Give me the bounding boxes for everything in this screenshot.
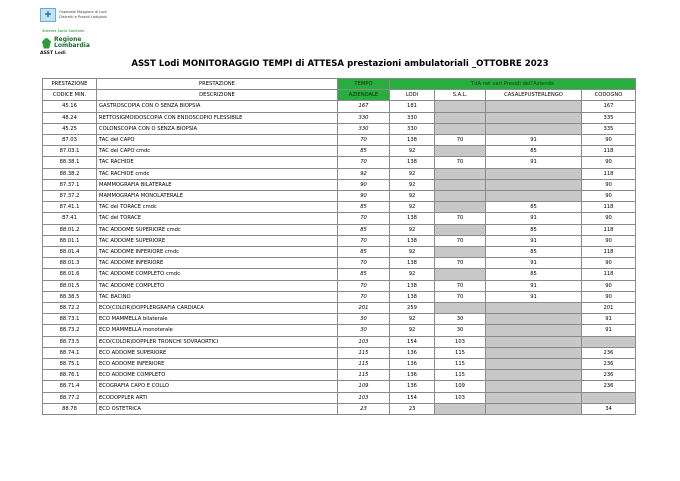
- cell-codogno: 90: [582, 135, 636, 146]
- cell-casalepusterlengo: 91: [486, 135, 582, 146]
- cell-description: ECO MAMMELLA monoterale: [97, 325, 338, 336]
- cell-lodi: 92: [390, 202, 435, 213]
- cell-tempo-aziendale: 167: [338, 101, 390, 112]
- table-row: [43, 269, 636, 280]
- table-row: [43, 347, 636, 358]
- cell-codogno: 335: [582, 123, 636, 134]
- header-casale: CASALEPUSTERLENGO: [486, 90, 582, 101]
- cell-sal: [435, 146, 486, 157]
- table-row: [43, 146, 636, 157]
- table-row: [43, 247, 636, 258]
- cell-description: ECO OSTETRICA: [97, 403, 338, 414]
- page-title: ASST Lodi MONITORAGGIO TEMPI di ATTESA prestazioni ambulatoriali _OTTOBRE 2023: [131, 59, 549, 69]
- cell-code: 88.73.1: [43, 314, 97, 325]
- table-row: [43, 314, 636, 325]
- table-row: [43, 179, 636, 190]
- cell-description: TAC del CAPO cmdc: [97, 146, 338, 157]
- cell-casalepusterlengo: 91: [486, 280, 582, 291]
- cell-code: 88.75.1: [43, 359, 97, 370]
- cell-sal: 70: [435, 235, 486, 246]
- cell-code: 88.38.5: [43, 291, 97, 302]
- cell-lodi: 138: [390, 213, 435, 224]
- cell-tempo-aziendale: 70: [338, 157, 390, 168]
- cell-lodi: 92: [390, 269, 435, 280]
- cell-codogno: 118: [582, 168, 636, 179]
- hospital-logo: [40, 8, 139, 22]
- cell-sal: [435, 123, 486, 134]
- cell-casalepusterlengo: 91: [486, 213, 582, 224]
- cell-code: 88.78: [43, 403, 97, 414]
- cell-tempo-aziendale: 115: [338, 347, 390, 358]
- cell-code: 87.37.1: [43, 179, 97, 190]
- table-row: [43, 392, 636, 403]
- cell-tempo-aziendale: 23: [338, 403, 390, 414]
- cell-description: ECO ADDOME COMPLETO: [97, 370, 338, 381]
- cell-codogno: 90: [582, 213, 636, 224]
- cell-tempo-aziendale: 30: [338, 325, 390, 336]
- cell-code: 88.01.4: [43, 247, 97, 258]
- cell-casalepusterlengo: [486, 101, 582, 112]
- cell-lodi: 92: [390, 314, 435, 325]
- cell-casalepusterlengo: [486, 325, 582, 336]
- header-row-2: [43, 90, 636, 101]
- header-codice-min: CODICE MIN.: [43, 90, 97, 101]
- cell-casalepusterlengo: [486, 359, 582, 370]
- cell-tempo-aziendale: 85: [338, 224, 390, 235]
- cell-codogno: 118: [582, 224, 636, 235]
- cell-code: 88.38.1: [43, 157, 97, 168]
- cell-code: 88.01.2: [43, 224, 97, 235]
- cell-codogno: 335: [582, 112, 636, 123]
- cell-code: 87.37.2: [43, 191, 97, 202]
- cell-description: COLONSCOPIA CON O SENZA BIOPSIA: [97, 123, 338, 134]
- cell-codogno: 236: [582, 381, 636, 392]
- cell-lodi: 138: [390, 291, 435, 302]
- cell-code: 88.73.5: [43, 336, 97, 347]
- cell-lodi: 138: [390, 135, 435, 146]
- cell-lodi: 136: [390, 381, 435, 392]
- cell-codogno: 236: [582, 370, 636, 381]
- cell-tempo-aziendale: 70: [338, 135, 390, 146]
- table-row: [43, 112, 636, 123]
- cell-casalepusterlengo: [486, 112, 582, 123]
- cell-lodi: 259: [390, 303, 435, 314]
- table-row: [43, 336, 636, 347]
- cell-casalepusterlengo: 85: [486, 146, 582, 157]
- table-row: [43, 157, 636, 168]
- cell-sal: 115: [435, 347, 486, 358]
- table-row: [43, 303, 636, 314]
- cell-sal: [435, 112, 486, 123]
- table-row: [43, 101, 636, 112]
- cell-codogno: 34: [582, 403, 636, 414]
- cell-sal: 70: [435, 258, 486, 269]
- cell-code: 87.03.1: [43, 146, 97, 157]
- cell-casalepusterlengo: [486, 392, 582, 403]
- cell-sal: 30: [435, 325, 486, 336]
- hospital-logo-icon: ✚: [40, 8, 56, 22]
- cell-tempo-aziendale: 92: [338, 168, 390, 179]
- cell-lodi: 92: [390, 247, 435, 258]
- cell-sal: [435, 179, 486, 190]
- table-row: [43, 403, 636, 414]
- cell-description: TAC del TORACE cmdc: [97, 202, 338, 213]
- cell-lodi: 154: [390, 392, 435, 403]
- cell-lodi: 92: [390, 179, 435, 190]
- cell-codogno: 90: [582, 179, 636, 190]
- cell-sal: 70: [435, 135, 486, 146]
- cell-lodi: 136: [390, 347, 435, 358]
- cell-tempo-aziendale: 85: [338, 146, 390, 157]
- cell-sal: 103: [435, 336, 486, 347]
- table-row: [43, 235, 636, 246]
- cell-description: ECO(COLOR)DOPPLERGRAFIA CARDIACA: [97, 303, 338, 314]
- cell-code: 87.41.1: [43, 202, 97, 213]
- cell-sal: 70: [435, 280, 486, 291]
- header-prestazione-code: PRESTAZIONE: [43, 79, 97, 90]
- system-label: Sistema Socio Sanitario: [42, 29, 85, 33]
- header-codogno: CODOGNO: [582, 90, 636, 101]
- cell-sal: 115: [435, 370, 486, 381]
- header-lodi: LODI: [390, 90, 435, 101]
- cell-tempo-aziendale: 103: [338, 392, 390, 403]
- cell-lodi: 154: [390, 336, 435, 347]
- cell-tempo-aziendale: 70: [338, 235, 390, 246]
- cell-description: GASTROSCOPIA CON O SENZA BIOPSIA: [97, 101, 338, 112]
- cell-sal: 70: [435, 291, 486, 302]
- cell-sal: 109: [435, 381, 486, 392]
- cell-casalepusterlengo: 85: [486, 247, 582, 258]
- cell-casalepusterlengo: 85: [486, 224, 582, 235]
- table-row: [43, 280, 636, 291]
- cell-codogno: 118: [582, 247, 636, 258]
- cell-codogno: 90: [582, 157, 636, 168]
- cell-code: 88.38.2: [43, 168, 97, 179]
- cell-lodi: 136: [390, 370, 435, 381]
- table-row: [43, 168, 636, 179]
- table-row: [43, 202, 636, 213]
- cell-sal: [435, 247, 486, 258]
- cell-code: 87.41: [43, 213, 97, 224]
- cell-codogno: 90: [582, 280, 636, 291]
- cell-sal: [435, 303, 486, 314]
- cell-casalepusterlengo: [486, 381, 582, 392]
- cell-lodi: 92: [390, 191, 435, 202]
- cell-sal: 115: [435, 359, 486, 370]
- cell-lodi: 138: [390, 157, 435, 168]
- cell-codogno: 90: [582, 291, 636, 302]
- cell-sal: 70: [435, 157, 486, 168]
- cell-codogno: 90: [582, 191, 636, 202]
- cell-tempo-aziendale: 90: [338, 191, 390, 202]
- cell-casalepusterlengo: [486, 168, 582, 179]
- cell-description: MAMMOGRAFIA MONOLATERALE: [97, 191, 338, 202]
- table-row: [43, 359, 636, 370]
- cell-description: TAC ADDOME INFERIORE cmdc: [97, 247, 338, 258]
- cell-casalepusterlengo: [486, 336, 582, 347]
- cell-description: TAC ADDOME SUPERIORE: [97, 235, 338, 246]
- cell-lodi: 181: [390, 101, 435, 112]
- cell-lodi: 136: [390, 359, 435, 370]
- table-row: [43, 370, 636, 381]
- cell-tempo-aziendale: 103: [338, 336, 390, 347]
- cell-tempo-aziendale: 330: [338, 123, 390, 134]
- cell-tempo-aziendale: 70: [338, 291, 390, 302]
- cell-tempo-aziendale: 85: [338, 247, 390, 258]
- cell-codogno: 236: [582, 359, 636, 370]
- cell-lodi: 92: [390, 224, 435, 235]
- cell-lodi: 92: [390, 146, 435, 157]
- table-row: [43, 325, 636, 336]
- table-body: [43, 101, 636, 415]
- cell-code: 88.71.4: [43, 381, 97, 392]
- table-row: [43, 381, 636, 392]
- cell-code: 88.77.2: [43, 392, 97, 403]
- table-row: [43, 213, 636, 224]
- cell-lodi: 138: [390, 258, 435, 269]
- cell-description: ECO ADDOME SUPERIORE: [97, 347, 338, 358]
- cell-casalepusterlengo: 85: [486, 202, 582, 213]
- cell-code: 45.25: [43, 123, 97, 134]
- table-row: [43, 135, 636, 146]
- asst-label: ASST Lodi: [40, 51, 66, 56]
- cell-tempo-aziendale: 330: [338, 112, 390, 123]
- cell-casalepusterlengo: [486, 179, 582, 190]
- cell-sal: [435, 202, 486, 213]
- cell-sal: [435, 269, 486, 280]
- cell-casalepusterlengo: [486, 123, 582, 134]
- cell-sal: [435, 224, 486, 235]
- cell-code: 48.24: [43, 112, 97, 123]
- cell-sal: [435, 168, 486, 179]
- cell-sal: 70: [435, 213, 486, 224]
- cell-sal: 103: [435, 392, 486, 403]
- cell-tempo-aziendale: 30: [338, 314, 390, 325]
- cell-codogno: 118: [582, 202, 636, 213]
- cell-tempo-aziendale: 201: [338, 303, 390, 314]
- cell-casalepusterlengo: [486, 191, 582, 202]
- cell-sal: [435, 403, 486, 414]
- cell-lodi: 330: [390, 123, 435, 134]
- cell-codogno: 90: [582, 258, 636, 269]
- hospital-logo-text: [59, 10, 139, 19]
- cell-codogno: 91: [582, 314, 636, 325]
- cell-code: 88.74.1: [43, 347, 97, 358]
- cell-code: 45.16: [43, 101, 97, 112]
- cell-casalepusterlengo: 91: [486, 157, 582, 168]
- cell-description: RETTOSIGMOIDOSCOPIA CON ENDOSCOPIO FLESSIBILE: [97, 112, 338, 123]
- cell-codogno: 91: [582, 325, 636, 336]
- cell-lodi: 92: [390, 325, 435, 336]
- table-row: [43, 123, 636, 134]
- region-logo-icon: [42, 38, 51, 49]
- cell-codogno: 167: [582, 101, 636, 112]
- cell-tempo-aziendale: 70: [338, 280, 390, 291]
- cell-description: TAC del TORACE: [97, 213, 338, 224]
- cell-tempo-aziendale: 115: [338, 359, 390, 370]
- cell-code: 88.01.3: [43, 258, 97, 269]
- region-line-1: Regione: [54, 36, 82, 43]
- cell-casalepusterlengo: 91: [486, 258, 582, 269]
- cell-casalepusterlengo: 91: [486, 235, 582, 246]
- cell-description: ECO ADDOME INFERIORE: [97, 359, 338, 370]
- cell-codogno: 236: [582, 347, 636, 358]
- cell-description: TAC del CAPO: [97, 135, 338, 146]
- cell-tempo-aziendale: 70: [338, 258, 390, 269]
- hospital-line-2: Distretti e Presidi Lodigiani: [59, 15, 108, 19]
- header-row-1: [43, 79, 636, 90]
- cell-code: 88.76.1: [43, 370, 97, 381]
- cell-tempo-aziendale: 90: [338, 179, 390, 190]
- hospital-line-1: Ospedale Maggiore di Lodi: [59, 10, 107, 15]
- cell-tempo-aziendale: 85: [338, 202, 390, 213]
- region-line-2: Lombardia: [54, 42, 90, 49]
- cell-tempo-aziendale: 109: [338, 381, 390, 392]
- cell-codogno: 90: [582, 235, 636, 246]
- table-row: [43, 224, 636, 235]
- cell-description: TAC ADDOME COMPLETO: [97, 280, 338, 291]
- cell-description: ECODOPPLER ARTI: [97, 392, 338, 403]
- cell-casalepusterlengo: [486, 314, 582, 325]
- cell-description: TAC RACHIDE: [97, 157, 338, 168]
- cell-codogno: 118: [582, 146, 636, 157]
- cell-description: TAC RACHIDE cmdc: [97, 168, 338, 179]
- cell-sal: 30: [435, 314, 486, 325]
- cell-codogno: 118: [582, 269, 636, 280]
- cell-lodi: 138: [390, 235, 435, 246]
- cell-description: MAMMOGRAFIA BILATERALE: [97, 179, 338, 190]
- cell-casalepusterlengo: [486, 403, 582, 414]
- cell-description: TAC ADDOME COMPLETO cmdc: [97, 269, 338, 280]
- table-row: [43, 258, 636, 269]
- cell-casalepusterlengo: [486, 303, 582, 314]
- cell-description: TAC ADDOME SUPERIORE cmdc: [97, 224, 338, 235]
- cell-codogno: 201: [582, 303, 636, 314]
- header-descrizione: DESCRIZIONE: [97, 90, 338, 101]
- cell-code: 88.73.2: [43, 325, 97, 336]
- table-row: [43, 291, 636, 302]
- cell-casalepusterlengo: 85: [486, 269, 582, 280]
- table-row: [43, 191, 636, 202]
- cell-code: 88.01.6: [43, 269, 97, 280]
- cell-description: TAC BACINO: [97, 291, 338, 302]
- cell-description: TAC ADDOME INFERIORE: [97, 258, 338, 269]
- region-logo-text: [54, 37, 90, 49]
- header-tda-group: TdA nei vari Presidi dell'Azienda: [390, 79, 636, 90]
- header-tempo: TEMPO: [338, 79, 390, 90]
- cell-casalepusterlengo: [486, 347, 582, 358]
- cell-code: 88.72.2: [43, 303, 97, 314]
- header-sal: S.A.L.: [435, 90, 486, 101]
- cell-code: 87.03: [43, 135, 97, 146]
- region-logo: [42, 37, 90, 49]
- cell-casalepusterlengo: 91: [486, 291, 582, 302]
- cell-description: ECOGRAFIA CAPO E COLLO: [97, 381, 338, 392]
- waiting-times-table: [42, 78, 636, 415]
- cell-codogno: [582, 392, 636, 403]
- cell-lodi: 330: [390, 112, 435, 123]
- header-prestazione: PRESTAZIONE: [97, 79, 338, 90]
- cell-tempo-aziendale: 85: [338, 269, 390, 280]
- header-aziendale: AZIENDALE: [338, 90, 390, 101]
- cell-codogno: [582, 336, 636, 347]
- cell-casalepusterlengo: [486, 370, 582, 381]
- logo-block: [40, 8, 150, 58]
- cell-tempo-aziendale: 115: [338, 370, 390, 381]
- cell-sal: [435, 101, 486, 112]
- cell-description: ECO(COLOR)DOPPLER TRONCHI SOVRAORTICI: [97, 336, 338, 347]
- cell-code: 88.01.1: [43, 235, 97, 246]
- cell-description: ECO MAMMELLA bilaterale: [97, 314, 338, 325]
- cell-lodi: 138: [390, 280, 435, 291]
- cell-tempo-aziendale: 70: [338, 213, 390, 224]
- cell-code: 88.01.5: [43, 280, 97, 291]
- cell-sal: [435, 191, 486, 202]
- cell-lodi: 92: [390, 168, 435, 179]
- cell-lodi: 23: [390, 403, 435, 414]
